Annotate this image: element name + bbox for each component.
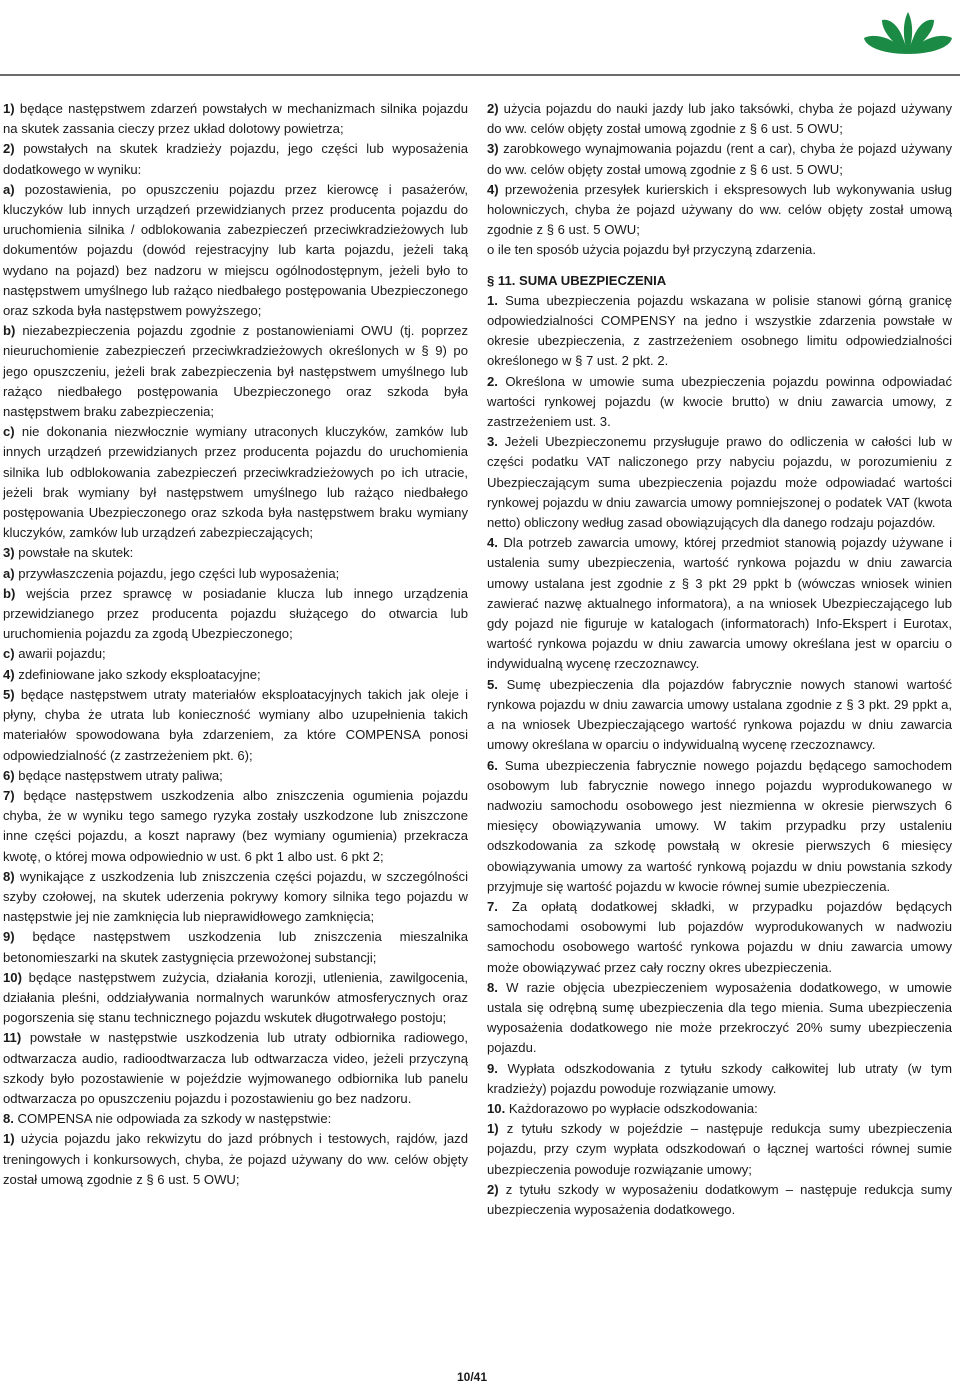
right-column	[487, 99, 952, 1220]
paragraph	[3, 766, 468, 786]
paragraph	[487, 432, 952, 533]
item-number: b)	[3, 323, 16, 339]
item-number: 2)	[487, 101, 499, 116]
paragraph	[487, 240, 952, 260]
section-heading: § 11. SUMA UBEZPIECZENIA	[487, 272, 667, 288]
item-number: 3)	[3, 545, 15, 561]
item-text: Określona w umowie suma ubezpieczenia pojazdu powinna odpowiadać wartości rynkowej pojazdu (w kwocie brutto) w dniu zawarcia umowy, z zastrzeżeniem ust. 3.	[487, 373, 952, 430]
item-number: 8)	[3, 868, 15, 884]
item-number: 8.	[3, 1111, 14, 1127]
item-text: będące następstwem utraty materiałów eksploatacyjnych takich jak oleje i płyny, chyba że utrata lub konieczność wymiany albo uzupełnienia takich materiałów spowodowana była zdarzeniem, za które COMPENSA ponosi odpowiedzialność (z zastrzeżeniem pkt. 6);	[3, 686, 468, 763]
paragraph	[487, 291, 952, 372]
item-text: będące następstwem zdarzeń powstałych w mechanizmach silnika pojazdu na skutek zassania cieczy przez układ dolotowy powietrza;	[3, 101, 468, 137]
item-number: 1.	[487, 292, 498, 308]
item-text: wynikające z uszkodzenia lub zniszczenia części pojazdu, w szczególności szyby czołowej, na skutek uderzenia pokrywy komory silnika tego pojazdu w następstwie jej nie zamknięcia lub nieprawidłowego zamknięcia;	[3, 868, 468, 925]
paragraph	[487, 897, 952, 978]
item-number: 1)	[487, 1121, 499, 1137]
paragraph	[3, 644, 468, 664]
item-text: zarobkowego wynajmowania pojazdu (rent a car), chyba że pojazd używany do ww. celów objęty został umową zgodnie z § 6 ust. 5 OWU;	[487, 141, 952, 177]
item-text: Suma ubezpieczenia fabrycznie nowego pojazdu będącego samochodem osobowym lub fabrycznie nowego innego pojazdu wyprodukowanego w nadwoziu samochodu osobowego jest niezmienna w okresie pierwszych 6 miesięcy obowiązywania umowy. W takim przypadku przy ustaleniu odszkodowania za szkodę powstałą w okresie pierwszych 6 miesięcy obowiązywania umowy za wartość rynkową pojazdu w dniu powstania szkody przyjmuje się wartość pojazdu w kwocie równej sumie ubezpieczenia.	[487, 757, 952, 894]
item-text: Każdorazowo po wypłacie odszkodowania:	[505, 1100, 758, 1116]
paragraph	[3, 422, 468, 543]
item-text: będące następstwem zużycia, działania korozji, utlenienia, zawilgocenia, działania pleśni, oddziaływania normalnych warunków atmosferycznych oraz pogorszenia się stanu technicznego pojazdu wskutek długotrwałego postoju;	[3, 969, 468, 1026]
header-rule	[0, 74, 960, 76]
item-number: 4)	[3, 666, 15, 682]
item-number: 2)	[3, 141, 15, 157]
item-text: będące następstwem uszkodzenia albo zniszczenia ogumienia pojazdu chyba, że w wyniku tego samego ryzyka zostały uszkodzone lub zniszczone inne części pojazdu, a koszt naprawy (bez wymiany ogumienia) przekracza kwotę, o której mowa odpowiednio w ust. 6 pkt 1 albo ust. 6 pkt 2;	[3, 787, 468, 864]
item-number: 5.	[487, 676, 498, 692]
paragraph	[487, 1059, 952, 1099]
item-text: Sumę ubezpieczenia dla pojazdów fabrycznie nowych stanowi wartość rynkowa pojazdu w dniu zawarcia umowy ustalana zgodnie z § 3 pkt. 29 ppkt a, a na wniosek Ubezpieczającego wartość rynkowa pojazdu w dniu zawarcia umowy określana w oparciu o indywidualną wycenę rzeczoznawcy.	[487, 676, 952, 753]
paragraph	[3, 543, 468, 563]
paragraph	[3, 665, 468, 685]
item-number: 7)	[3, 787, 15, 803]
left-column	[3, 99, 468, 1190]
paragraph	[3, 321, 468, 422]
item-text: powstałe na skutek:	[14, 545, 134, 561]
paragraph	[487, 99, 952, 139]
item-text: będące następstwem uszkodzenia lub zniszczenia mieszalnika betonomieszarki na skutek zastygnięcia przewożonej substancji;	[3, 929, 468, 965]
paragraph	[3, 867, 468, 928]
item-number: 3.	[487, 434, 498, 450]
item-text: z tytułu szkody w wyposażeniu dodatkowym – następuje redukcja sumy ubezpieczenia wyposażenia dodatkowego.	[487, 1181, 952, 1217]
paragraph	[3, 564, 468, 584]
item-text: będące następstwem utraty paliwa;	[14, 767, 223, 783]
item-number: a)	[3, 565, 15, 581]
item-text: wejścia przez sprawcę w posiadanie klucza lub innego urządzenia przewidzianego przez producenta pojazdu służącego do otwarcia lub uruchomienia pojazdu za zgodą Ubezpieczonego;	[3, 585, 468, 642]
paragraph	[487, 180, 952, 241]
item-text: o ile ten sposób użycia pojazdu był przyczyną zdarzenia.	[487, 242, 816, 258]
item-number: c)	[3, 424, 15, 440]
paragraph	[3, 1109, 468, 1129]
item-text: z tytułu szkody w pojeździe – następuje redukcja sumy ubezpieczenia pojazdu, przy czym wypłata odszkodowań o łącznej wartości równej sumie ubezpieczenia powoduje rozwiązanie umowy;	[487, 1121, 952, 1177]
item-number: b)	[3, 585, 16, 601]
page-number: 10/41	[456, 1370, 488, 1384]
item-number: 4)	[487, 181, 499, 197]
paragraph	[3, 1129, 468, 1190]
paragraph	[3, 685, 468, 766]
paragraph	[487, 1119, 952, 1180]
exclusions-continued	[487, 99, 952, 261]
paragraph	[487, 1099, 952, 1119]
item-number: c)	[3, 646, 15, 662]
item-number: 2)	[487, 1181, 499, 1197]
item-text: awarii pojazdu;	[14, 646, 106, 662]
item-number: 11)	[3, 1030, 22, 1046]
item-text: użycia pojazdu jako rekwizytu do jazd próbnych i testowych, rajdów, jazd treningowych i konkursowych, chyba, że pojazd używany do ww. celów objęty został umową zgodnie z § 6 ust. 5 OWU;	[3, 1131, 468, 1187]
item-text: przywłaszczenia pojazdu, jego części lub wyposażenia;	[14, 565, 340, 581]
paragraph	[487, 978, 952, 1059]
paragraph	[3, 786, 468, 867]
item-number: 8.	[487, 979, 498, 995]
item-text: Suma ubezpieczenia pojazdu wskazana w polisie stanowi górną granicę odpowiedzialności COMPENSY na jedno i wszystkie zdarzenia powstałe w okresie ubezpieczenia, z zastrzeżeniem osobnego limitu odpowiedzialności określonego w § 7 ust. 2 pkt. 2.	[487, 292, 952, 369]
item-number: 6)	[3, 767, 15, 783]
paragraph	[3, 968, 468, 1029]
item-text: Za opłatą dodatkowej składki, w przypadku pojazdów będących samochodami osobowymi lub pojazdów wyprodukowanych w nadwoziu samochodu osobowego wartość rynkowa pojazdu w dniu zawarcia umowy może obowiązywać przez cały roczny okres ubezpieczenia.	[487, 898, 952, 975]
item-number: 4.	[487, 535, 498, 551]
paragraph	[487, 139, 952, 179]
item-text: użycia pojazdu do nauki jazdy lub jako taksówki, chyba że pojazd używany do ww. celów objęty został umową zgodnie z § 6 ust. 5 OWU;	[487, 101, 952, 137]
item-number: 5)	[3, 686, 15, 702]
paragraph	[487, 533, 952, 674]
paragraph	[3, 584, 468, 645]
item-text: zdefiniowane jako szkody eksploatacyjne;	[14, 666, 261, 682]
item-text: nie dokonania niezwłocznie wymiany utraconych kluczyków, zamków lub innych urządzeń przewidzianych przez producenta pojazdu do uruchomienia silnika lub odblokowania zabezpieczeń przeciwkradzieżowych po ich utracie, jeżeli brak wymiany był następstwem umyślnego lub rażąco niedbałego postępowania Ubezpieczonego oraz szkoda była następstwem braku wymiany kluczyków, zamków lub urządzeń zabezpieczających;	[3, 424, 468, 541]
item-text: niezabezpieczenia pojazdu zgodnie z postanowieniami OWU (tj. poprzez nieuruchomienie zabezpieczeń przeciwkradzieżowych określonych w § 9) po jego opuszczeniu, jeżeli brak zabezpieczenia był następstwem umyślnego lub rażąco niedbałego postępowania Ubezpieczonego oraz szkoda była następstwem braku zabezpieczenia;	[3, 323, 468, 420]
item-number: 6.	[487, 757, 498, 773]
item-number: 9)	[3, 929, 15, 945]
item-text: W razie objęcia ubezpieczeniem wyposażenia dodatkowego, w umowie ustala się odrębną sumę ubezpieczenia dla tego mienia. Suma ubezpieczenia wyposażenia dodatkowego nie może przekroczyć 20% sumy ubezpieczenia pojazdu.	[487, 979, 952, 1056]
item-text: Dla potrzeb zawarcia umowy, której przedmiot stanowią pojazdy używane i ustalenia sumy ubezpieczenia, wartość rynkowa pojazdu w dniu zawarcia umowy ustalana jest zgodnie z § 3 pkt 29 ppkt b (wówczas wniosek winien zawierać nazwę aktualnego informatora), a na wniosek Ubezpieczającego lub gdy pojazd nie figuruje w katalogach (informatorach) Info-Ekspert i Eurotax, wartość rynkowa pojazdu w dniu zawarcia umowy określana jest w oparciu o indywidualną wycenę rzeczoznawcy.	[487, 535, 952, 672]
sum-insured-section	[487, 291, 952, 1220]
paragraph	[487, 1180, 952, 1220]
paragraph	[3, 99, 468, 139]
item-number: 7.	[487, 898, 498, 914]
item-number: 10)	[3, 969, 22, 985]
item-number: 1)	[3, 101, 15, 116]
item-text: pozostawienia, po opuszczeniu pojazdu przez kierowcę i pasażerów, kluczyków lub innych urządzeń przewidzianych przez producenta pojazdu do uruchomienia silnika / odblokowania zabezpieczeń przeciwkradzieżowych lub dokumentów pojazdu (dowód rejestracyjny lub karta pojazdu, jeżeli taką wydano na pojazd) bez nadzoru w miejscu ogólnodostępnym, jeżeli było to następstwem umyślnego lub rażąco niedbałego postępowania Ubezpieczonego oraz szkoda była następstwem powyższego;	[3, 181, 468, 319]
paragraph	[487, 675, 952, 756]
paragraph	[3, 139, 468, 179]
item-number: 1)	[3, 1131, 15, 1147]
paragraph	[3, 180, 468, 321]
item-text: COMPENSA nie odpowiada za szkody w następstwie:	[13, 1111, 332, 1127]
paragraph	[3, 927, 468, 967]
compensa-fan-logo-icon	[858, 4, 958, 56]
item-text: powstałe w następstwie uszkodzenia lub utraty odbiornika radiowego, odtwarzacza audio, radioodtwarzacza lub odtwarzacza video, jeżeli przyczyną szkody było pozostawienie w pojeździe wyjmowanego odbiornika lub panelu odtwarzacza po opuszczeniu pojazdu i pozostawieniu go bez nadzoru.	[3, 1030, 468, 1106]
item-number: 3)	[487, 141, 499, 157]
item-text: przewożenia przesyłek kurierskich i ekspresowych lub wykonywania usług holowniczych, chyba że pojazd używany do ww. celów objęty został umową zgodnie z § 6 ust. 5 OWU;	[487, 181, 952, 238]
paragraph	[487, 756, 952, 897]
item-number: 10.	[487, 1100, 506, 1116]
item-number: 2.	[487, 373, 498, 389]
item-number: 9.	[487, 1060, 498, 1076]
item-text: powstałych na skutek kradzieży pojazdu, jego części lub wyposażenia dodatkowego w wyniku:	[3, 141, 468, 177]
paragraph	[3, 1028, 468, 1109]
paragraph	[487, 372, 952, 433]
item-number: a)	[3, 181, 15, 197]
item-text: Wypłata odszkodowania z tytułu szkody całkowitej lub utraty (w tym kradzieży) pojazdu powoduje rozwiązanie umowy.	[487, 1060, 952, 1096]
item-text: Jeżeli Ubezpieczonemu przysługuje prawo do odliczenia w całości lub w części podatku VAT naliczonego przy nabyciu pojazdu, w porozumieniu z Ubezpieczającym suma ubezpieczenia pojazdu może odpowiadać wartości rynkowej pojazdu w dniu zawarcia umowy pomniejszonej o podatek VAT (kwota netto) obliczony według zasad obowiązujących dla danego rodzaju pojazdów.	[487, 434, 952, 531]
